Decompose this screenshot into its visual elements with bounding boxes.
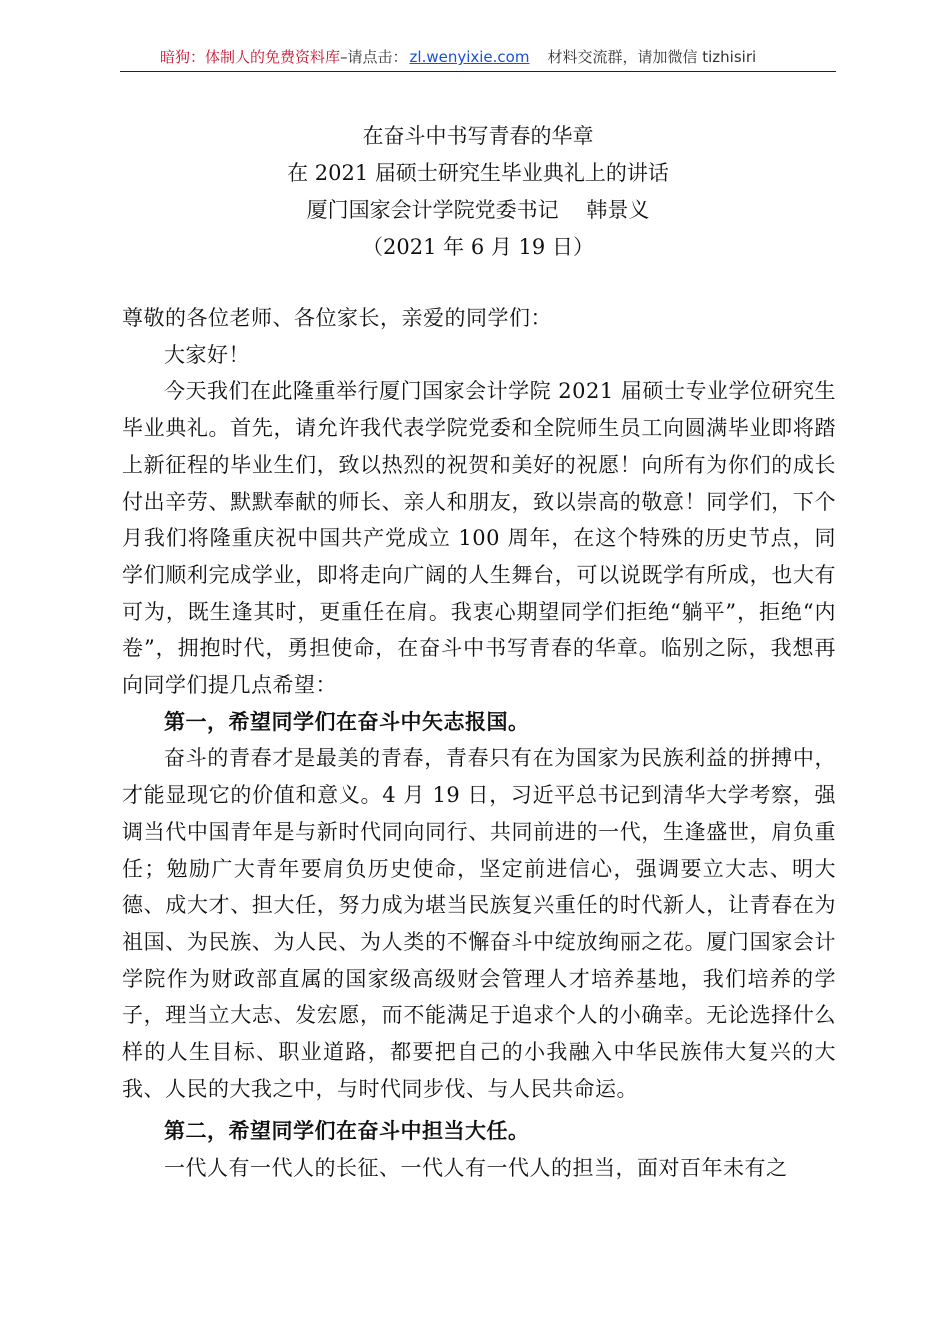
paragraph-1: 今天我们在此隆重举行厦门国家会计学院 2021 届硕士专业学位研究生毕业典礼。首先，请允许我代表学院党委和全院师生员工向圆满毕业即将踏上新征程的毕业生们，致以热烈的祝贺和美好的祝愿！向所有为你们的成长付出辛劳、默默奉献的师长、亲人和朋友，致以崇高的敬意！同学们，下个月我们将隆重庆祝中国共产党成立 100 周年，在这个特殊的历史节点，同学们顺利完成学业，即将走向广阔的人生舞台，可以说既学有所成，也大有可为，既生逢其时，更重任在肩。我衷心期望同学们拒绝“躺平”，拒绝“内卷”，拥抱时代，勇担使命，在奋斗中书写青春的华章。临别之际，我想再向同学们提几点希望： (122, 379, 836, 698)
greeting: 大家好！ (164, 342, 250, 367)
salutation: 尊敬的各位老师、各位家长，亲爱的同学们： (122, 306, 552, 330)
header-contact: 材料交流群，请加微信 tizhisiri (547, 48, 757, 66)
paragraph-3: 一代人有一代人的长征、一代人有一代人的担当，面对百年未有之 (164, 1156, 788, 1181)
header-link[interactable]: zl.wenyixie.com (409, 48, 530, 66)
section-heading-2: 第二，希望同学们在奋斗中担当大任。 (164, 1118, 530, 1144)
speech-body (122, 300, 836, 1187)
paragraph-2: 奋斗的青春才是最美的青春，青春只有在为国家为民族利益的拼搏中，才能显现它的价值和意义。4 月 19 日，习近平总书记到清华大学考察，强调当代中国青年是与新时代同向同行、共同前进的一代，生逢盛世，肩负重任；勉励广大青年要肩负历史使命，坚定前进信心，强调要立大志、明大德、成大才、担大任，努力成为堪当民族复兴重任的时代新人，让青春在为祖国、为民族、为人民、为人类的不懈奋斗中绽放绚丽之花。厦门国家会计学院作为财政部直属的国家级高级财会管理人才培养基地，我们培养的学子，理当立大志、发宏愿，而不能满足于追求个人的小确幸。无论选择什么样的人生目标、职业道路，都要把自己的小我融入中华民族伟大复兴的大我、人民的大我之中，与时代同步伐、与人民共命运。 (122, 746, 836, 1101)
title-block (120, 118, 836, 266)
document-title: 在奋斗中书写青春的华章 (362, 124, 594, 148)
document-subtitle: 在 2021 届硕士研究生毕业典礼上的讲话 (287, 161, 669, 185)
page-header (120, 44, 836, 72)
section-heading-1: 第一，希望同学们在奋斗中矢志报国。 (164, 708, 530, 734)
document-date: （2021 年 6 月 19 日） (362, 235, 594, 259)
header-brand: 暗狗：体制人的免费资料库 (160, 48, 341, 66)
header-prompt: –请点击： (340, 48, 408, 66)
document-author: 厦门国家会计学院党委书记 韩景义 (306, 198, 650, 222)
